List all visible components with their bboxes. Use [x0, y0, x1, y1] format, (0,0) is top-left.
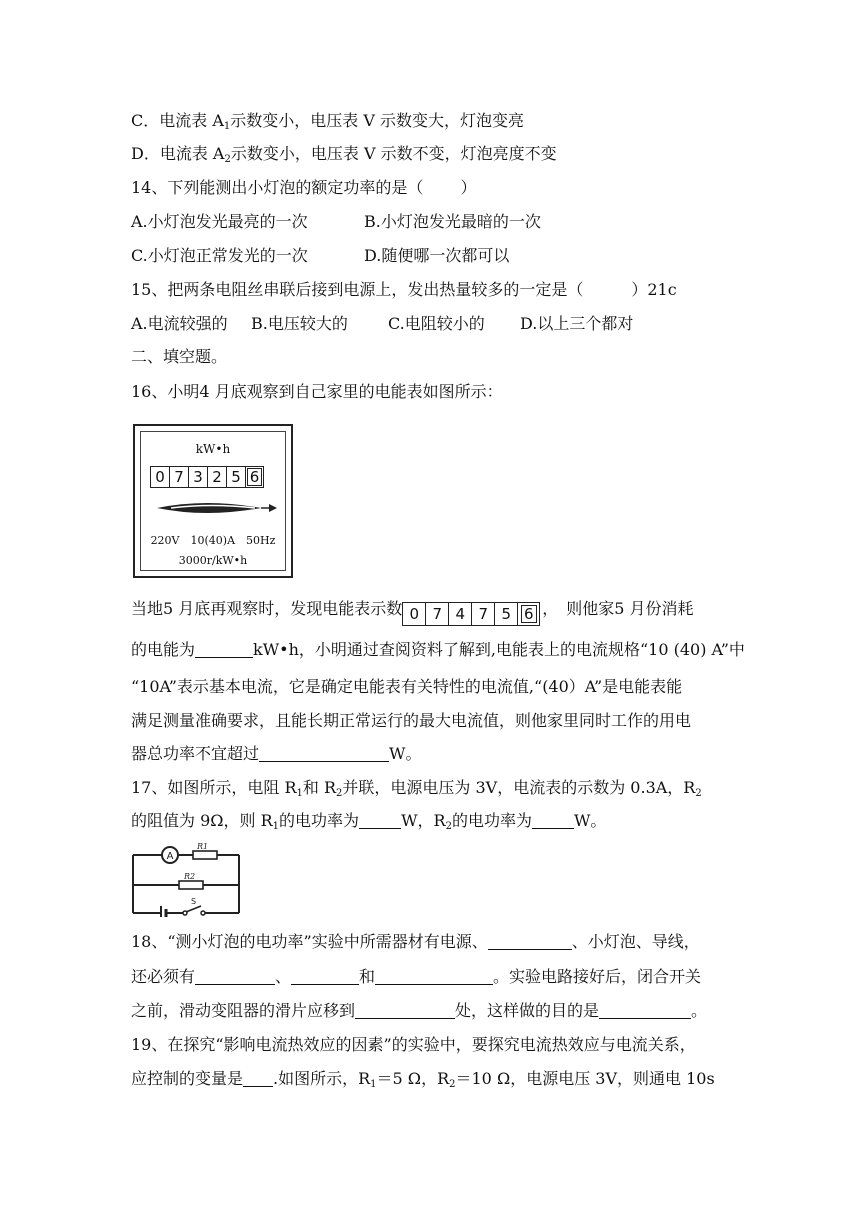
meter-digit: 5	[226, 466, 245, 488]
meter-rotor-disc-icon	[151, 498, 281, 518]
subscript: 1	[272, 821, 280, 832]
meter-digit: 5	[494, 602, 517, 626]
q18-text: 、小灯泡、导线，	[571, 932, 700, 951]
meter-digit: 7	[425, 602, 448, 626]
option-c-text: C．电流表 A	[131, 111, 224, 130]
q17-text: 的阻值为 9Ω，则 R	[131, 811, 273, 830]
q14-option-d: D.随便哪一次都可以	[364, 246, 510, 265]
subscript: 2	[224, 154, 231, 165]
meter-digit: 0	[402, 602, 425, 626]
meter-digit: 7	[471, 602, 494, 626]
answer-blank[interactable]	[375, 968, 493, 985]
ammeter-label: A	[166, 851, 174, 862]
q14-option-c: C.小灯泡正常发光的一次	[131, 246, 308, 265]
q14-options-row1	[131, 211, 541, 233]
answer-blank[interactable]	[359, 812, 401, 829]
answer-blank[interactable]	[195, 968, 275, 985]
q16-text: 器总功率不宜超过	[131, 744, 260, 763]
q15-options	[131, 313, 633, 335]
q17-line-2	[131, 810, 606, 832]
parallel-circuit-diagram	[131, 843, 243, 917]
resistor-r1-label: R1	[197, 843, 209, 851]
q18-text: 还必须有	[131, 967, 196, 986]
q17-text: W。	[573, 811, 607, 830]
q15-option-b: B.电压较大的	[251, 314, 348, 333]
q19-text: 应控制的变量是	[131, 1069, 244, 1088]
answer-blank[interactable]	[291, 968, 359, 985]
question-14: 14、下列能测出小灯泡的额定功率的是（ ）	[131, 178, 477, 197]
answer-blank[interactable]	[532, 812, 574, 829]
answer-blank[interactable]	[599, 1002, 691, 1019]
q18-line-3	[131, 1000, 707, 1022]
answer-blank[interactable]	[355, 1002, 455, 1019]
meter-spec: 220V 10(40)A 50Hz	[150, 534, 276, 547]
meter-digit: 6	[517, 602, 540, 626]
option-d	[131, 143, 557, 165]
q16-line-2	[131, 639, 745, 661]
q14-options-row2	[131, 245, 509, 267]
answer-blank[interactable]	[259, 745, 389, 762]
option-c	[131, 110, 524, 132]
q16-text: W。	[389, 744, 422, 763]
answer-blank[interactable]	[488, 933, 572, 950]
q16-line-4: 满足测量准确要求，且能长期正常运行的最大电流值，则他家里同时工作的用电	[131, 711, 692, 730]
q14-option-b: B.小灯泡发光最暗的一次	[364, 212, 541, 231]
section-heading: 二、填空题。	[131, 347, 228, 366]
question-16: 16、小明4 月底观察到自己家里的电能表如图所示：	[131, 382, 503, 401]
q17-line-1	[131, 777, 702, 799]
q19-line-1: 19、在探究“影响电流热效应的因素”的实验中，要探究电流热效应与电流关系，	[131, 1035, 696, 1054]
q18-text: 。实验电路接好后，闭合开关	[493, 967, 702, 986]
q17-text: 的电功率为	[279, 811, 360, 830]
answer-blank[interactable]	[195, 641, 253, 658]
q15-option-c: C.电阻较小的	[388, 314, 485, 333]
q16-text: kW•h，小明通过查阅资料了解到,电能表上的电流规格“10 (40) A”中	[253, 640, 745, 659]
q18-text: 处，这样做的目的是	[455, 1001, 600, 1020]
meter-unit: kW•h	[195, 442, 231, 456]
subscript: 2	[445, 821, 452, 832]
meter-digit: 7	[169, 466, 188, 488]
subscript: 1	[223, 121, 231, 132]
q18-line-2	[131, 966, 701, 988]
q18-text: 18、“测小灯泡的电功率”实验中所需器材有电源、	[131, 932, 488, 951]
question-15: 15、把两条电阻丝串联后接到电源上，发出热量较多的一定是（ ）21c	[131, 280, 677, 299]
subscript: 1	[296, 788, 303, 799]
electricity-meter-figure	[133, 424, 293, 578]
q17-text: 并联，电源电压为 3V，电流表的示数为 0.3A，R	[342, 778, 696, 797]
answer-blank[interactable]	[243, 1070, 273, 1087]
q16-line-5	[131, 743, 421, 765]
q19-text: ＝5 Ω，R	[376, 1069, 450, 1088]
resistor-r2	[179, 881, 203, 889]
option-c-rest: 示数变小，电压表 V 示数变大，灯泡变亮	[230, 111, 524, 130]
inline-meter-digits	[402, 602, 540, 626]
option-d-text: D．电流表 A	[131, 144, 225, 163]
meter-digit: 0	[150, 466, 169, 488]
q16-line-1	[131, 598, 694, 626]
meter-digits	[150, 466, 264, 488]
q19-line-2	[131, 1068, 715, 1090]
q15-option-d: D.以上三个都对	[520, 314, 634, 333]
switch-icon	[186, 906, 201, 912]
q19-text: .如图所示，R	[273, 1069, 371, 1088]
resistor-r2-label: R2	[184, 872, 196, 881]
q18-line-1	[131, 931, 700, 953]
q16-text: ， 则他家5 月份消耗	[542, 599, 694, 618]
switch-label: S	[191, 897, 197, 906]
meter-digit: 6	[245, 466, 264, 488]
q17-text: 17、如图所示，电阻 R	[131, 778, 297, 797]
resistor-r1	[193, 851, 217, 859]
subscript: 2	[449, 1079, 456, 1090]
q18-text: 。	[691, 1001, 708, 1020]
q16-text: 的电能为	[131, 640, 196, 659]
q18-text: 、	[275, 967, 292, 986]
option-d-rest: 示数变小，电压表 V 示数不变，灯泡亮度不变	[230, 144, 557, 163]
q15-option-a: A.电流较强的	[131, 314, 228, 333]
q16-line-3: “10A”表示基本电流，它是确定电能表有关特性的电流值,“(40）A”是电能表能	[131, 677, 683, 696]
q18-text: 和	[359, 967, 376, 986]
q19-text: ＝10 Ω，电源电压 3V，则通电 10s	[455, 1069, 715, 1088]
meter-digit: 3	[188, 466, 207, 488]
q14-option-a: A.小灯泡发光最亮的一次	[131, 212, 308, 231]
subscript: 1	[370, 1079, 377, 1090]
q17-text: W，R	[401, 811, 446, 830]
q18-text: 之前，滑动变阻器的滑片应移到	[131, 1001, 356, 1020]
subscript: 2	[336, 788, 343, 799]
meter-digit: 2	[207, 466, 226, 488]
meter-constant: 3000r/kW•h	[178, 554, 248, 567]
subscript: 2	[695, 788, 702, 799]
q16-text: 当地5 月底再观察时，发现电能表示数	[131, 599, 403, 618]
q17-text: 和 R	[302, 778, 337, 797]
meter-digit: 4	[448, 602, 471, 626]
q17-text: 的电功率为	[451, 811, 532, 830]
